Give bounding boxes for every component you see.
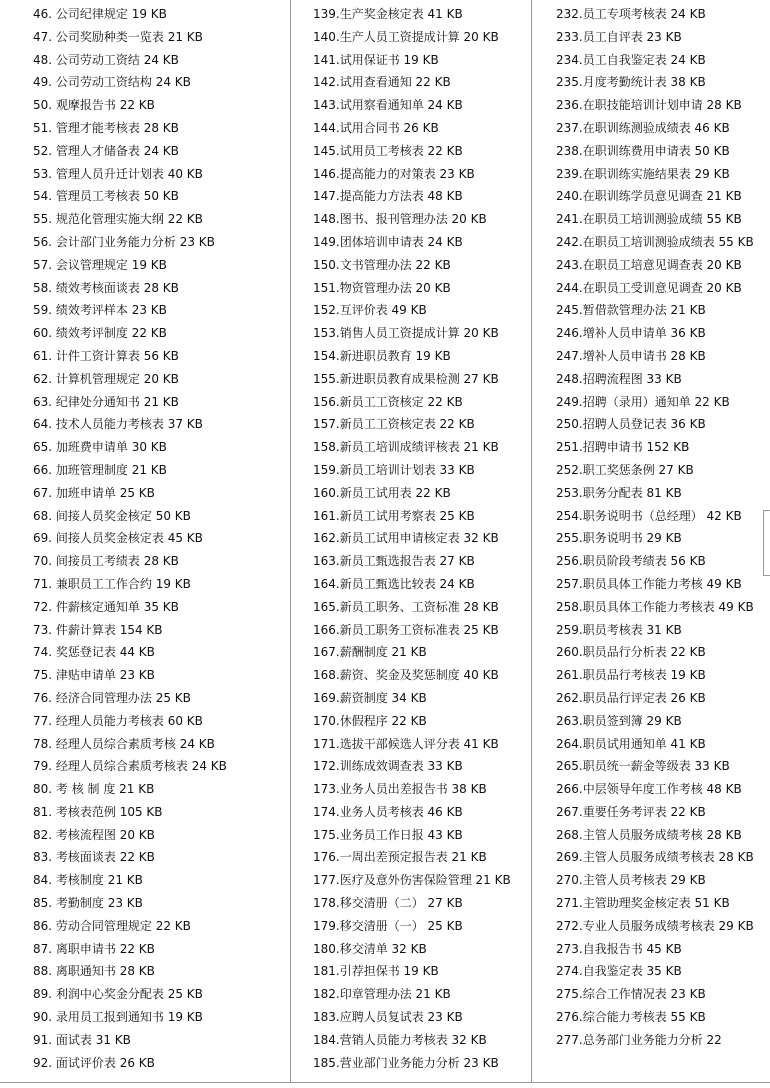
- file-list-item: 256.职员阶段考绩表 56 KB: [556, 554, 706, 569]
- file-list-item: 139.生产奖金核定表 41 KB: [313, 7, 463, 21]
- file-list-item: 46. 公司纪律规定 19 KB: [33, 7, 167, 21]
- file-list-item: 148.图书、报刊管理办法 20 KB: [313, 212, 487, 227]
- file-list-item: 273.自我报告书 45 KB: [556, 941, 682, 956]
- file-list-item: 251.招聘申请书 152 KB: [556, 440, 690, 455]
- file-list-item: 177.医疗及意外伤害保险管理 21 KB: [313, 873, 511, 888]
- file-list-item: 250.招聘人员登记表 36 KB: [556, 417, 706, 432]
- file-list-item: 263.职员签到簿 29 KB: [556, 713, 682, 728]
- file-list-item: 265.职员统一薪金等级表 33 KB: [556, 759, 730, 774]
- file-list-item: 184.营销人员能力考核表 32 KB: [313, 1032, 487, 1047]
- file-list-item: 176.一周出差预定报告表 21 KB: [313, 850, 487, 865]
- file-list-item: 253.职务分配表 81 KB: [556, 485, 682, 500]
- column-divider: [531, 0, 532, 1082]
- file-list-item: 249.招聘（录用）通知单 22 KB: [556, 394, 730, 409]
- file-list-item: 87. 离职申请书 22 KB: [33, 941, 155, 956]
- file-list-item: 233.员工自评表 23 KB: [556, 29, 682, 44]
- file-list-item: 243.在职员工培意见调查表 20 KB: [556, 257, 742, 272]
- file-list-item: 82. 考核流程图 20 KB: [33, 827, 155, 842]
- file-list-item: 174.业务人员考核表 46 KB: [313, 804, 463, 819]
- file-list-item: 269.主管人员服务成绩考核表 28 KB: [556, 850, 754, 865]
- file-list-item: 185.营业部门业务能力分析 23 KB: [313, 1055, 499, 1070]
- file-list-item: 171.选拔干部候选人评分表 41 KB: [313, 736, 499, 751]
- file-list-item: 71. 兼职员工工作合约 19 KB: [33, 576, 191, 591]
- file-list-item: 161.新员工试用考察表 25 KB: [313, 508, 475, 523]
- file-list-item: 78. 经理人员综合素质考核 24 KB: [33, 736, 215, 751]
- file-list-item: 152.互评价表 49 KB: [313, 303, 427, 318]
- file-list-item: 270.主管人员考核表 29 KB: [556, 873, 706, 888]
- file-list-item: 56. 会计部门业务能力分析 23 KB: [33, 234, 215, 249]
- file-list-item: 179.移交清册（一） 25 KB: [313, 918, 463, 933]
- file-list-item: 264.职员试用通知单 41 KB: [556, 736, 706, 751]
- file-list-item: 173.业务人员出差报告书 38 KB: [313, 782, 487, 797]
- file-list-item: 183.应聘人员复试表 23 KB: [313, 1010, 463, 1025]
- file-list-item: 267.重要任务考评表 22 KB: [556, 804, 706, 819]
- file-list-item: 83. 考核面谈表 22 KB: [33, 850, 155, 865]
- file-list-item: 182.印章管理办法 21 KB: [313, 987, 451, 1002]
- file-list-item: 181.引荐担保书 19 KB: [313, 964, 439, 979]
- file-list-item: 61. 计件工资计算表 56 KB: [33, 348, 179, 363]
- file-list-item: 245.暂借款管理办法 21 KB: [556, 303, 706, 318]
- file-list-column-3: [556, 3, 754, 1052]
- file-list-item: 276.综合能力考核表 55 KB: [556, 1010, 706, 1025]
- file-list-item: 275.综合工作情况表 23 KB: [556, 987, 706, 1002]
- file-list-item: 165.新员工职务、工资标准 28 KB: [313, 599, 499, 614]
- file-list-item: 144.试用合同书 26 KB: [313, 120, 439, 135]
- file-list-item: 143.试用察看通知单 24 KB: [313, 98, 463, 113]
- file-list-item: 232.员工专项考核表 24 KB: [556, 7, 706, 21]
- file-list-item: 69. 间接人员奖金核定表 45 KB: [33, 531, 203, 546]
- file-list-item: 259.职员考核表 31 KB: [556, 622, 682, 637]
- file-list-item: 180.移交清单 32 KB: [313, 941, 427, 956]
- file-list-item: 76. 经济合同管理办法 25 KB: [33, 690, 191, 705]
- file-list-item: 51. 管理才能考核表 28 KB: [33, 120, 179, 135]
- file-list-item: 163.新员工甄选报告表 27 KB: [313, 554, 475, 569]
- file-list-item: 54. 管理员工考核表 50 KB: [33, 189, 179, 204]
- file-list-item: 239.在职训练实施结果表 29 KB: [556, 166, 730, 181]
- file-list-item: 260.职员品行分析表 22 KB: [556, 645, 706, 660]
- file-list-item: 246.增补人员申请单 36 KB: [556, 326, 706, 341]
- file-list-item: 47. 公司奖励种类一览表 21 KB: [33, 29, 203, 44]
- file-list-item: 57. 会议管理规定 19 KB: [33, 257, 167, 272]
- file-list-item: 242.在职员工培训测验成绩表 55 KB: [556, 234, 754, 249]
- file-list-item: 169.薪资制度 34 KB: [313, 690, 427, 705]
- file-list-item: 77. 经理人员能力考核表 60 KB: [33, 713, 203, 728]
- file-list-item: 236.在职技能培训计划申请 28 KB: [556, 98, 742, 113]
- file-list-item: 244.在职员工受训意见调查 20 KB: [556, 280, 742, 295]
- file-list-item: 272.专业人员服务成绩考核表 29 KB: [556, 918, 754, 933]
- file-list-item: 141.试用保证书 19 KB: [313, 52, 439, 67]
- file-list-item: 80. 考 核 制 度 21 KB: [33, 782, 155, 797]
- file-list-item: 160.新员工试用表 22 KB: [313, 485, 451, 500]
- file-list-column-2: [313, 3, 511, 1074]
- file-list-item: 73. 件薪计算表 154 KB: [33, 622, 163, 637]
- file-list-item: 170.休假程序 22 KB: [313, 713, 427, 728]
- file-list-item: 167.薪酬制度 21 KB: [313, 645, 427, 660]
- file-list-item: 88. 离职通知书 28 KB: [33, 964, 155, 979]
- file-list-item: 248.招聘流程图 33 KB: [556, 371, 682, 386]
- file-list-item: 257.职员具体工作能力考核 49 KB: [556, 576, 742, 591]
- file-list-item: 164.新员工甄选比较表 24 KB: [313, 576, 475, 591]
- file-list-item: 255.职务说明书 29 KB: [556, 531, 682, 546]
- file-list-item: 154.新进职员教育 19 KB: [313, 348, 451, 363]
- file-list-item: 168.薪资、奖金及奖惩制度 40 KB: [313, 668, 499, 683]
- file-list-item: 156.新员工工资核定 22 KB: [313, 394, 463, 409]
- file-list-column-1: [33, 3, 227, 1074]
- file-list-item: 86. 劳动合同管理规定 22 KB: [33, 918, 191, 933]
- file-list-item: 254.职务说明书（总经理） 42 KB: [556, 508, 742, 523]
- file-list-item: 162.新员工试用申请核定表 32 KB: [313, 531, 499, 546]
- file-list-item: 68. 间接人员奖金核定 50 KB: [33, 508, 191, 523]
- file-list-item: 175.业务员工作日报 43 KB: [313, 827, 463, 842]
- file-list-item: 70. 间接员工考绩表 28 KB: [33, 554, 179, 569]
- file-list-item: 262.职员品行评定表 26 KB: [556, 690, 706, 705]
- file-list-item: 261.职员品行考核表 19 KB: [556, 668, 706, 683]
- file-list-item: 59. 绩效考评样本 23 KB: [33, 303, 167, 318]
- file-list-item: 62. 计算机管理规定 20 KB: [33, 371, 179, 386]
- file-list-item: 53. 管理人员升迁计划表 40 KB: [33, 166, 203, 181]
- file-list-item: 252.职工奖惩条例 27 KB: [556, 462, 694, 477]
- file-list-item: 65. 加班费申请单 30 KB: [33, 440, 167, 455]
- bottom-rule: [0, 1082, 770, 1083]
- file-list-item: 271.主管助理奖金核定表 51 KB: [556, 896, 730, 911]
- file-list-item: 274.自我鉴定表 35 KB: [556, 964, 682, 979]
- file-list-item: 50. 观摩报告书 22 KB: [33, 98, 155, 113]
- file-list-item: 58. 绩效考核面谈表 28 KB: [33, 280, 179, 295]
- file-list-item: 237.在职训练测验成绩表 46 KB: [556, 120, 730, 135]
- file-list-item: 140.生产人员工资提成计算 20 KB: [313, 29, 499, 44]
- file-list-item: 49. 公司劳动工资结构 24 KB: [33, 75, 191, 90]
- file-list-item: 79. 经理人员综合素质考核表 24 KB: [33, 759, 227, 774]
- file-list-item: 150.文书管理办法 22 KB: [313, 257, 451, 272]
- file-list-item: 178.移交清册（二） 27 KB: [313, 896, 463, 911]
- page-edge-marker: [763, 510, 770, 576]
- file-list-item: 158.新员工培训成绩评核表 21 KB: [313, 440, 499, 455]
- file-list-item: 90. 录用员工报到通知书 19 KB: [33, 1010, 203, 1025]
- file-list-item: 151.物资管理办法 20 KB: [313, 280, 451, 295]
- file-list-item: 149.团体培训申请表 24 KB: [313, 234, 463, 249]
- file-list-item: 172.训练成效调查表 33 KB: [313, 759, 463, 774]
- file-list-item: 55. 规范化管理实施大纲 22 KB: [33, 212, 203, 227]
- file-list-item: 235.月度考勤统计表 38 KB: [556, 75, 706, 90]
- column-divider: [290, 0, 291, 1082]
- file-list-item: 66. 加班管理制度 21 KB: [33, 462, 167, 477]
- file-list-item: 84. 考核制度 21 KB: [33, 873, 143, 888]
- file-list-item: 238.在职训练费用申请表 50 KB: [556, 143, 730, 158]
- file-list-item: 74. 奖惩登记表 44 KB: [33, 645, 155, 660]
- file-list-item: 92. 面试评价表 26 KB: [33, 1055, 155, 1070]
- file-list-item: 247.增补人员申请书 28 KB: [556, 348, 706, 363]
- file-list-item: 89. 利润中心奖金分配表 25 KB: [33, 987, 203, 1002]
- file-list-item: 91. 面试表 31 KB: [33, 1032, 131, 1047]
- file-list-item: 145.试用员工考核表 22 KB: [313, 143, 463, 158]
- file-list-item: 234.员工自我鉴定表 24 KB: [556, 52, 706, 67]
- file-list-item: 240.在职训练学员意见调查 21 KB: [556, 189, 742, 204]
- file-list-item: 155.新进职员教育成果检测 27 KB: [313, 371, 499, 386]
- file-list-item: 85. 考勤制度 23 KB: [33, 896, 143, 911]
- file-list-item: 64. 技术人员能力考核表 37 KB: [33, 417, 203, 432]
- file-list-item: 72. 件薪核定通知单 35 KB: [33, 599, 179, 614]
- file-list-item: 147.提高能力方法表 48 KB: [313, 189, 463, 204]
- file-list-item: 67. 加班申请单 25 KB: [33, 485, 155, 500]
- file-list-item: 157.新员工工资核定表 22 KB: [313, 417, 475, 432]
- file-list-item: 48. 公司劳动工资结 24 KB: [33, 52, 179, 67]
- file-list-item: 146.提高能力的对策表 23 KB: [313, 166, 475, 181]
- file-list-item: 166.新员工职务工资标准表 25 KB: [313, 622, 499, 637]
- file-list-item: 268.主管人员服务成绩考核 28 KB: [556, 827, 742, 842]
- file-list-item: 159.新员工培训计划表 33 KB: [313, 462, 475, 477]
- file-list-item: 75. 津贴申请单 23 KB: [33, 668, 155, 683]
- file-list-item: 258.职员具体工作能力考核表 49 KB: [556, 599, 754, 614]
- file-list-item: 277.总务部门业务能力分析 22: [556, 1032, 722, 1047]
- file-list-item: 266.中层领导年度工作考核 48 KB: [556, 782, 742, 797]
- file-list-item: 63. 纪律处分通知书 21 KB: [33, 394, 179, 409]
- file-list-item: 153.销售人员工资提成计算 20 KB: [313, 326, 499, 341]
- file-list-item: 241.在职员工培训测验成绩 55 KB: [556, 212, 742, 227]
- file-list-item: 52. 管理人才储备表 24 KB: [33, 143, 179, 158]
- file-list-item: 142.试用查看通知 22 KB: [313, 75, 451, 90]
- file-list-item: 81. 考核表范例 105 KB: [33, 804, 163, 819]
- file-list-item: 60. 绩效考评制度 22 KB: [33, 326, 167, 341]
